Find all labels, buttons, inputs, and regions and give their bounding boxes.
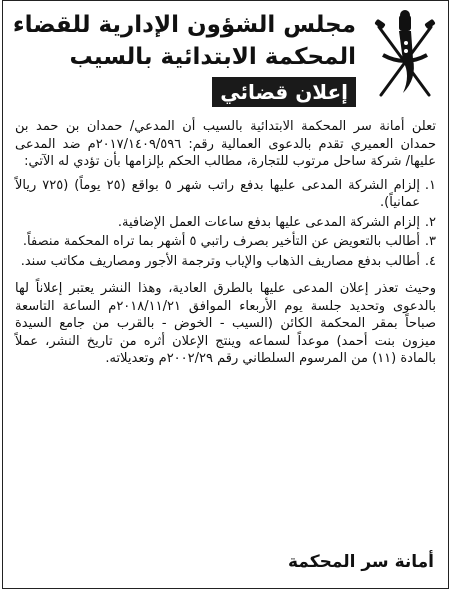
council-title: مجلس الشؤون الإدارية للقضاء <box>12 12 356 38</box>
request-item <box>15 233 436 251</box>
request-item <box>15 253 436 271</box>
requests-list <box>15 177 436 271</box>
request-number: ٢. <box>424 214 436 230</box>
signature: أمانة سر المحكمة <box>287 552 434 572</box>
request-number: ٣. <box>424 234 436 249</box>
emblem <box>370 7 440 105</box>
request-item <box>15 177 436 212</box>
request-text: إلزام الشركة المدعى عليها بدفع راتب شهر ٥ بواقع (٢٥ يوماً) (٧٢٥ ريالاً عمانياً). <box>15 177 421 210</box>
request-number: ١. <box>424 177 436 193</box>
notice-body <box>15 118 436 368</box>
request-text: أطالب بالتعويض عن التأخير بصرف راتبي ٥ أشهر بما تراه المحكمة منصفاً. <box>22 234 420 249</box>
court-title: المحكمة الابتدائية بالسيب <box>69 44 356 70</box>
oman-khanjar-emblem-icon <box>373 9 437 103</box>
title-block <box>12 9 356 107</box>
notice-banner: إعلان قضائي <box>212 77 356 107</box>
intro-paragraph: تعلن أمانة سر المحكمة الابتدائية بالسيب أن المدعي/ حمدان بن حمد بن حمدان العميري تقدم بالدعوى العمالية رقم: ٢٠١٧/١٤٠٩/٥٩٦م ضد المدعى عليها/ شركة ساحل مرتوب للتجارة، مطالب الحكم بإلزامها بأن تؤدي له الآتي: <box>15 119 436 169</box>
request-number: ٤. <box>424 253 436 269</box>
header <box>3 1 448 113</box>
request-text: أطالب بدفع مصاريف الذهاب والإياب وترجمة الأجور ومصاريف مكاتب سند. <box>20 253 420 269</box>
announcement-page <box>2 0 449 589</box>
closing-paragraph: وحيث تعذر إعلان المدعى عليها بالطرق العادية، وهذا النشر يعتبر إعلاناً لها بالدعوى وتحديد جلسة يوم الأربعاء الموافق ٢٠١٨/١١/٢١م الساعة التاسعة صباحاً بمقر المحكمة الكائن (السيب - الخوض - بالقرب من جامع السيدة ميزون بنت أحمد) موعداً لسماعه وينتج الإعلان أثره من تاريخ النشر، عملاً بالمادة (١١) من المرسوم السلطاني رقم ٢٠٠٢/٢٩م وتعديلاته. <box>15 281 437 366</box>
request-item <box>15 214 436 232</box>
request-text: إلزام الشركة المدعى عليها بدفع ساعات العمل الإضافية. <box>117 214 420 230</box>
